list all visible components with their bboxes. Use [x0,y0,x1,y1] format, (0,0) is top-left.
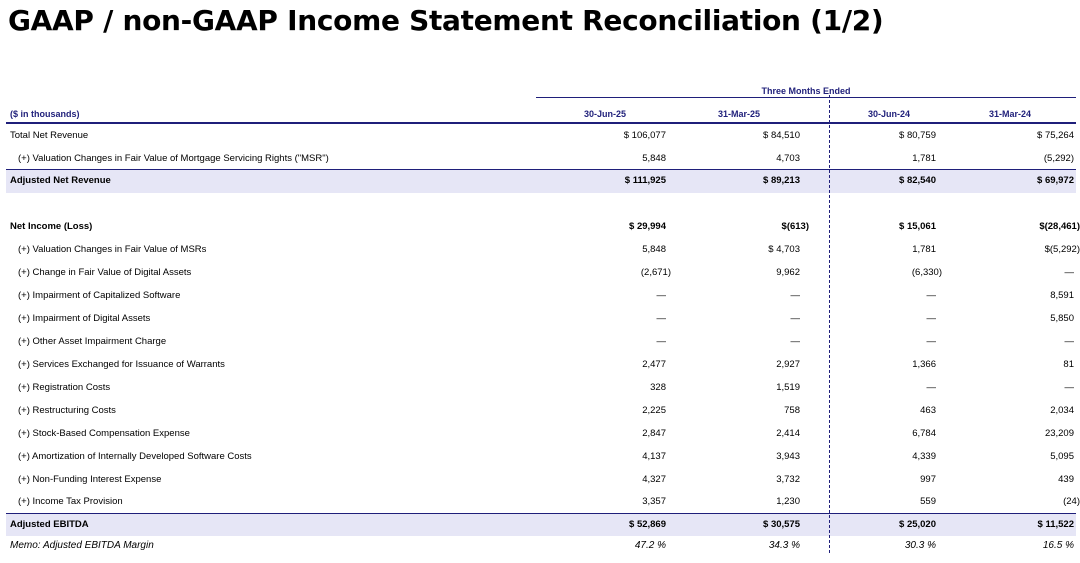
cell-31-mar-24: 8,591 [1050,290,1074,301]
cell-31-mar-24: $ 75,264 [1037,130,1074,141]
row-label: (+) Registration Costs [18,382,111,393]
cell-31-mar-25: $ 4,703 [768,244,800,255]
cell-31-mar-25: 758 [784,405,800,416]
row-label: (+) Impairment of Capitalized Software [18,290,181,301]
column-header-1: 30-Jun-25 [583,109,626,119]
cell-30-jun-24: — [926,336,936,347]
row-label: (+) Valuation Changes in Fair Value of Mortgage Servicing Rights ("MSR") [18,153,329,164]
cell-30-jun-24: $ 82,540 [899,175,936,186]
cell-30-jun-24: 1,781 [912,244,936,255]
cell-31-mar-24: 5,850 [1050,313,1074,324]
row-label: (+) Change in Fair Value of Digital Assets [18,267,192,278]
period-divider [829,95,830,553]
cell-30-jun-25: 47.2 % [634,540,666,551]
cell-30-jun-24: 1,781 [912,153,936,164]
row-label: (+) Stock-Based Compensation Expense [18,428,190,439]
cell-30-jun-25: $ 111,925 [624,175,666,186]
cell-30-jun-25: 5,848 [642,153,666,164]
cell-31-mar-24: (5,292) [1043,153,1074,164]
column-header-4: 31-Mar-24 [988,109,1031,119]
table-row [6,216,1080,238]
cell-31-mar-25: 3,943 [776,451,800,462]
table-row [6,285,1076,307]
cell-30-jun-25: 4,327 [642,474,666,485]
cell-31-mar-24: $(5,292) [1044,244,1080,255]
table-row [6,308,1076,330]
cell-31-mar-24: 5,095 [1050,451,1074,462]
cell-31-mar-25: 1,519 [776,382,800,393]
row-label: Adjusted Net Revenue [10,175,111,186]
cell-31-mar-25: — [790,336,800,347]
table-row [6,400,1076,422]
cell-31-mar-25: 34.3 % [768,540,800,551]
cell-31-mar-25: $ 84,510 [763,130,800,141]
table-row-memo [6,536,1076,558]
cell-30-jun-24: 1,366 [912,359,936,370]
cell-30-jun-25: 2,225 [642,405,666,416]
cell-31-mar-25: 3,732 [776,474,800,485]
cell-31-mar-25: $ 30,575 [763,519,800,530]
table-row [6,331,1076,353]
table-row [6,354,1076,376]
cell-30-jun-24: — [926,290,936,301]
row-label: Net Income (Loss) [10,221,93,232]
cell-31-mar-25: 9,962 [776,267,800,278]
row-label: Total Net Revenue [10,130,89,141]
table-row [6,239,1080,261]
cell-30-jun-24: — [926,313,936,324]
cell-30-jun-24: (6,330) [911,267,942,278]
cell-30-jun-25: — [656,313,666,324]
table-row-total [6,513,1076,536]
row-label: (+) Services Exchanged for Issuance of Warrants [18,359,225,370]
cell-30-jun-25: 4,137 [642,451,666,462]
cell-31-mar-25: 2,927 [776,359,800,370]
row-label: (+) Non-Funding Interest Expense [18,474,162,485]
page-title: GAAP / non-GAAP Income Statement Reconciliation (1/2) [8,4,884,37]
row-label: (+) Restructuring Costs [18,405,116,416]
column-header-3: 30-Jun-24 [867,109,910,119]
cell-30-jun-24: 30.3 % [904,540,936,551]
cell-30-jun-25: 2,847 [642,428,666,439]
row-label: (+) Impairment of Digital Assets [18,313,151,324]
cell-30-jun-25: 328 [650,382,666,393]
cell-30-jun-24: 997 [920,474,936,485]
cell-30-jun-25: $ 29,994 [629,221,666,232]
cell-31-mar-24: — [1064,336,1074,347]
row-label: (+) Income Tax Provision [18,496,123,507]
table-row-total [6,169,1076,193]
row-label: (+) Other Asset Impairment Charge [18,336,167,347]
cell-31-mar-24: 81 [1063,359,1074,370]
table-row [6,423,1076,445]
cell-30-jun-24: $ 15,061 [899,221,936,232]
unit-label: ($ in thousands) [10,109,80,119]
header-rule [6,122,1076,124]
table-row [6,125,1076,147]
cell-31-mar-24: 2,034 [1050,405,1074,416]
row-label: (+) Valuation Changes in Fair Value of MSRs [18,244,207,255]
cell-31-mar-24: — [1064,267,1074,278]
cell-30-jun-25: 5,848 [642,244,666,255]
column-header-2: 31-Mar-25 [717,109,760,119]
cell-30-jun-24: $ 80,759 [899,130,936,141]
row-label: Memo: Adjusted EBITDA Margin [10,540,154,551]
table-row [6,377,1076,399]
row-label: Adjusted EBITDA [10,519,89,530]
cell-31-mar-24: $ 11,522 [1037,519,1074,530]
cell-31-mar-24: — [1064,382,1074,393]
cell-30-jun-25: $ 106,077 [623,130,666,141]
cell-31-mar-25: $(613) [781,221,809,232]
cell-31-mar-24: 16.5 % [1042,540,1074,551]
cell-30-jun-25: (2,671) [640,267,671,278]
cell-30-jun-24: 6,784 [912,428,936,439]
cell-31-mar-24: $ 69,972 [1037,175,1074,186]
table-row [6,469,1076,491]
table-row [6,491,1080,513]
table-row [6,446,1076,468]
period-header-rule [536,97,1076,98]
cell-30-jun-24: 463 [920,405,936,416]
cell-31-mar-25: $ 89,213 [763,175,800,186]
cell-30-jun-24: — [926,382,936,393]
period-header: Three Months Ended [761,86,851,96]
cell-31-mar-25: 2,414 [776,428,800,439]
table-row [6,148,1076,170]
cell-30-jun-25: — [656,290,666,301]
cell-30-jun-25: 3,357 [642,496,666,507]
table-row [6,262,1076,284]
cell-31-mar-24: 23,209 [1044,428,1074,439]
cell-30-jun-25: 2,477 [642,359,666,370]
cell-31-mar-24: (24) [1063,496,1080,507]
cell-30-jun-25: $ 52,869 [629,519,666,530]
cell-30-jun-24: $ 25,020 [899,519,936,530]
cell-31-mar-25: — [790,290,800,301]
cell-30-jun-24: 4,339 [912,451,936,462]
cell-30-jun-25: — [656,336,666,347]
cell-31-mar-25: 4,703 [776,153,800,164]
cell-31-mar-25: 1,230 [776,496,800,507]
cell-31-mar-25: — [790,313,800,324]
row-label: (+) Amortization of Internally Developed Software Costs [18,451,252,462]
cell-30-jun-24: 559 [920,496,936,507]
cell-31-mar-24: $(28,461) [1039,221,1080,232]
cell-31-mar-24: 439 [1058,474,1074,485]
